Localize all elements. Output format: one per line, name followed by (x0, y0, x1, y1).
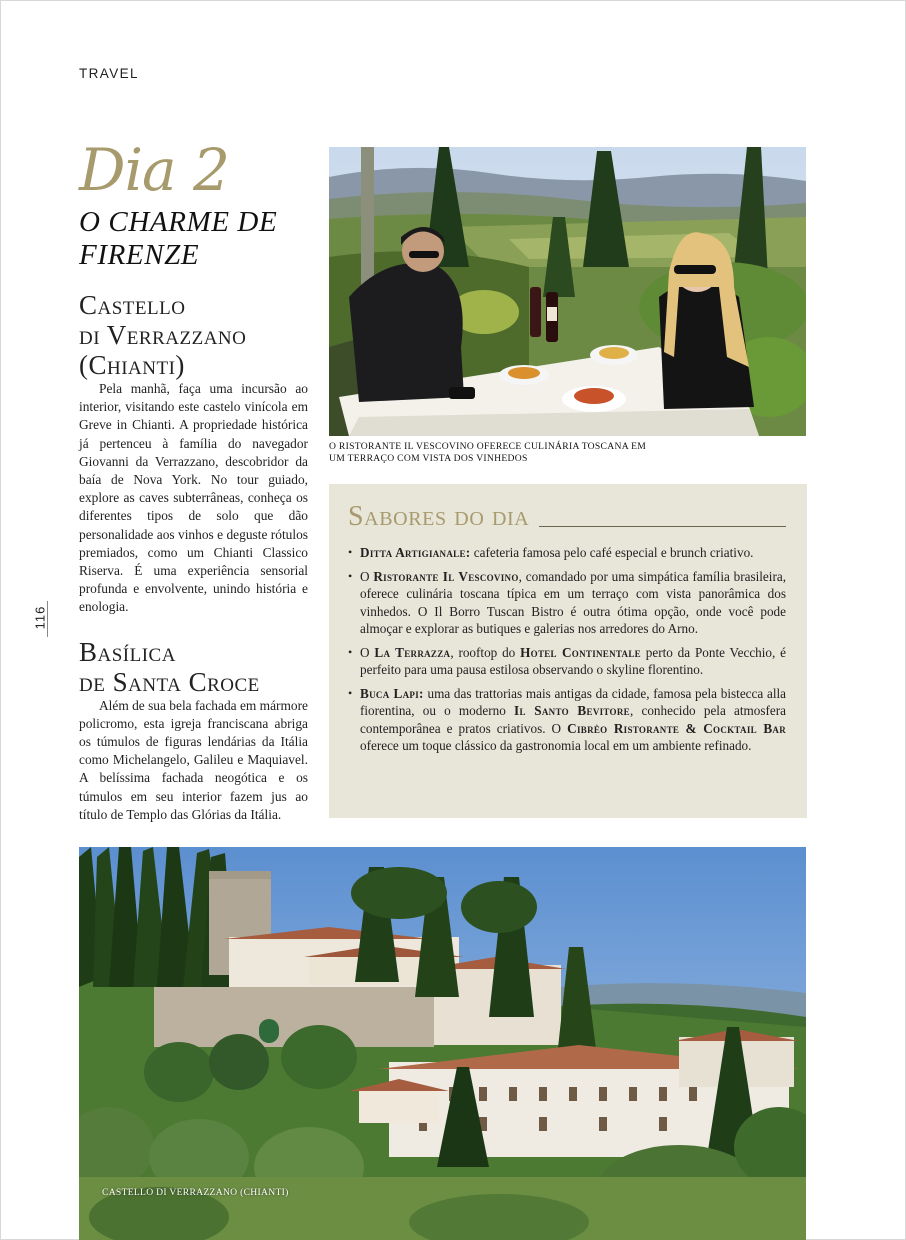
tip-text: perto da Ponte Vecchio, é perfeito para uma pausa estilosa observando o skyline florentino. (360, 644, 786, 677)
place-heading-line: Basílica (79, 636, 176, 667)
venue-name: Il Santo Bevitore (514, 703, 630, 718)
list-item (348, 568, 786, 638)
venue-name: La Terrazza (374, 644, 451, 660)
venue-name: Cibrèo Ristorante & Cocktail Bar (567, 720, 787, 736)
venue-name: Buca Lapi: (360, 685, 424, 701)
castello-photo (79, 847, 806, 1240)
place-heading-line: di Verrazzano (79, 320, 247, 350)
tip-text: uma das trattorias mais antigas da cidade, famosa pela bistecca alla fiorentina, ou o moderno (360, 685, 787, 718)
day-subtitle: O CHARME DE FIRENZE (79, 206, 278, 271)
castello-photo-caption: CASTELLO DI VERRAZZANO (CHIANTI) (102, 1187, 289, 1198)
list-item (348, 644, 786, 679)
sabores-do-dia-box (329, 484, 807, 818)
sidebar-title-rule (539, 526, 786, 527)
page-number-rule (47, 601, 48, 637)
tip-text: cafeteria famosa pelo café especial e brunch criativo. (470, 545, 754, 560)
venue-name: Hotel Continentale (520, 644, 641, 660)
venue-name: Ditta Artigianale: (360, 545, 471, 560)
tip-text: , rooftop do (450, 644, 521, 660)
sidebar-header (348, 502, 786, 532)
venue-name: Ristorante Il Vescovino (373, 568, 519, 584)
place-heading-santa-croce (79, 637, 308, 697)
section-label: TRAVEL (79, 66, 139, 81)
list-item (348, 544, 786, 562)
restaurant-terrace-illustration (329, 147, 806, 436)
place-text-santa-croce: Além de sua bela fachada em mármore policromo, esta igreja franciscana abriga os túmulos de figuras lendárias da Itália como Michelangelo, Galileu e Maquiavel. A belíssima fachada neogótica e os túmulos em seu interior fazem jus ao título de Templo das Glórias da Itália. (79, 697, 308, 822)
place-heading-castello (79, 290, 308, 380)
tip-text: oferece um toque clássico da gastronomia local em um ambiente refinado. (360, 738, 752, 753)
restaurant-photo-caption: O RISTORANTE IL VESCOVINO OFERECE CULINÁRIA TOSCANA EM UM TERRAÇO COM VISTA DOS VINHEDOS (329, 441, 647, 464)
tips-list (348, 544, 786, 755)
day-title: Dia 2 (79, 136, 229, 204)
left-column (79, 138, 308, 824)
place-heading-line: de Santa Croce (79, 666, 260, 697)
sidebar-title: Sabores do dia (348, 501, 530, 532)
list-item (348, 685, 786, 755)
place-heading-line: (Chianti) (79, 350, 185, 380)
tip-text: O (360, 568, 374, 584)
tip-text: , conhecido pela atmosfera contemporânea e pratos criativos. O (360, 703, 787, 736)
page-number-text: 116 (32, 605, 48, 630)
tip-text: , comandado por uma simpática família brasileira, oferece culinária toscana típica em um terraço com vista panorâmica dos vinhedos. O Il Borro Tuscan Bistro é outra ótima opção, onde você pode almoçar e explorar as butiques e galerias nos arredores do Arno. (360, 568, 786, 636)
place-text-castello: Pela manhã, faça uma incursão ao interior, visitando este castelo vinícola em Greve in Chianti. A propriedade histórica já pertenceu à família do navegador Giovanni da Verrazzano, descobridor da baía de Nova York. No tour guiado, explore as caves subterrâneas, conheça os diferentes tipos de solo que dão personalidade aos vinhos e deguste rótulos premiados, como um Chianti Classico Riserva. É uma experiência sensorial profunda e envolvente, unindo história e enologia. (79, 381, 308, 615)
page-number (28, 602, 52, 636)
place-heading-line: Castello (79, 290, 186, 320)
restaurant-terrace-photo (329, 147, 806, 436)
castello-illustration (79, 847, 806, 1240)
tip-text: O (360, 644, 375, 660)
